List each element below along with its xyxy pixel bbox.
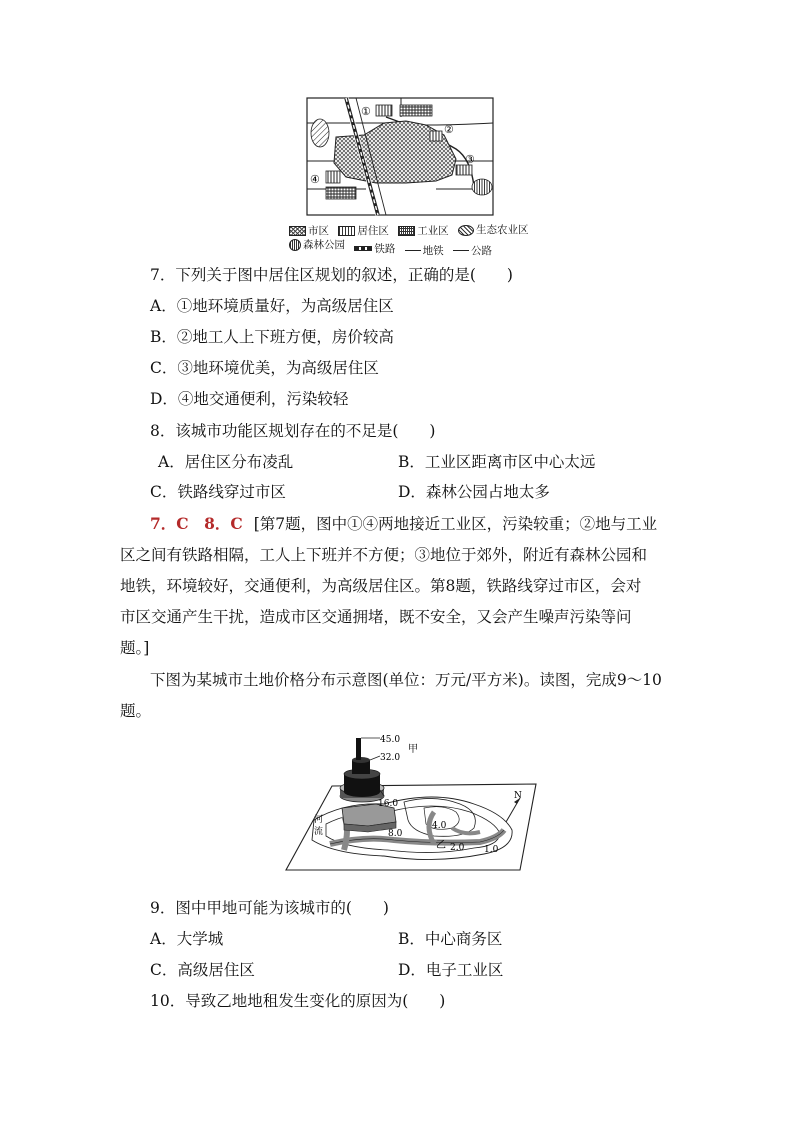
label-45: 45.0 bbox=[380, 735, 401, 745]
q7-option-a[interactable]: A．①地环境质量好，为高级居住区 bbox=[150, 297, 394, 315]
answer-line-2: 区之间有铁路相隔，工人上下班并不方便；③地位于郊外，附近有森林公园和 bbox=[120, 546, 648, 564]
residential-zone-2 bbox=[430, 131, 442, 141]
label-river-1: 河 bbox=[314, 815, 324, 825]
metro-swatch-icon bbox=[405, 250, 421, 251]
eco-agri-swatch-icon bbox=[458, 225, 474, 236]
q8-option-a[interactable]: A．居住区分布凌乱 bbox=[158, 453, 294, 471]
answer-explanation-1: [第7题，图中①④两地接近工业区，污染较重；②地与工业 bbox=[253, 515, 658, 533]
industrial-zone-1 bbox=[400, 105, 432, 116]
q10-stem: 10．导致乙地地租发生变化的原因为( ) bbox=[150, 992, 446, 1010]
city-base-plane bbox=[286, 784, 536, 870]
label-32: 32.0 bbox=[380, 753, 401, 763]
residential-zone-3 bbox=[456, 165, 472, 175]
eco-agri-zone bbox=[311, 119, 329, 147]
intro-line-1: 下图为某城市土地价格分布示意图(单位：万元/平方米)。读图，完成9～10 bbox=[150, 671, 662, 689]
industrial-zone-2 bbox=[326, 187, 356, 199]
label-north: N bbox=[514, 791, 522, 801]
intro-line-2: 题。 bbox=[120, 702, 152, 720]
q8-stem: 8．该城市功能区规划存在的不足是( ) bbox=[150, 422, 436, 440]
marker-2: ② bbox=[444, 123, 454, 136]
legend-industrial: 工业区 bbox=[398, 224, 449, 238]
land-price-diagram bbox=[284, 732, 544, 874]
forest-park-zone bbox=[472, 179, 492, 195]
answer-line-4: 市区交通产生干扰，造成市区交通拥堵，既不安全，又会产生噪声污染等问 bbox=[120, 608, 632, 626]
label-2: 2.0 bbox=[450, 843, 465, 853]
q7-option-b[interactable]: B．②地工人上下班方便，房价较高 bbox=[150, 328, 394, 346]
q8-option-d[interactable]: D．森林公园占地太多 bbox=[398, 483, 550, 501]
railway-swatch-icon bbox=[354, 246, 372, 251]
city-swatch-icon bbox=[289, 226, 306, 236]
legend-road: 公路 bbox=[453, 244, 492, 258]
answer-key: 7．C 8．C bbox=[150, 514, 243, 533]
legend-eco-agri: 生态农业区 bbox=[458, 223, 529, 237]
q7-option-d[interactable]: D．④地交通便利，污染较轻 bbox=[150, 390, 349, 408]
marker-3: ③ bbox=[465, 153, 475, 166]
q9-option-b[interactable]: B．中心商务区 bbox=[398, 930, 503, 948]
forest-park-swatch-icon bbox=[289, 239, 301, 251]
q9-option-a[interactable]: A．大学城 bbox=[150, 930, 224, 948]
label-4: 4.0 bbox=[432, 821, 447, 831]
label-river-2: 流 bbox=[314, 827, 324, 837]
residential-zone-1 bbox=[376, 105, 392, 116]
legend-residential: 居住区 bbox=[338, 224, 389, 238]
q9-option-d[interactable]: D．电子工业区 bbox=[398, 961, 504, 979]
q8-option-c[interactable]: C．铁路线穿过市区 bbox=[150, 483, 286, 501]
industrial-swatch-icon bbox=[398, 226, 415, 236]
answer-line-1 bbox=[150, 514, 657, 534]
q7-option-c[interactable]: C．③地环境优美，为高级居住区 bbox=[150, 359, 379, 377]
q7-stem: 7．下列关于图中居住区规划的叙述，正确的是( ) bbox=[150, 266, 513, 284]
figure1-legend-row2 bbox=[289, 238, 498, 258]
q9-option-c[interactable]: C．高级居住区 bbox=[150, 961, 255, 979]
legend-city: 市区 bbox=[289, 224, 329, 238]
label-1: 1.0 bbox=[484, 845, 499, 855]
label-jia: 甲 bbox=[408, 744, 418, 755]
legend-railway: 铁路 bbox=[354, 242, 395, 256]
urban-zoning-map bbox=[306, 97, 494, 217]
label-8: 8.0 bbox=[388, 829, 403, 839]
residential-swatch-icon bbox=[338, 226, 355, 236]
marker-4: ④ bbox=[310, 173, 320, 186]
label-16: 16.0 bbox=[378, 799, 399, 809]
residential-zone-4 bbox=[326, 171, 340, 183]
q8-option-b[interactable]: B．工业区距离市区中心太远 bbox=[398, 453, 596, 471]
road-swatch-icon bbox=[453, 250, 469, 251]
answer-line-5: 题。] bbox=[120, 639, 150, 657]
marker-1: ① bbox=[361, 105, 371, 118]
label-yi: 乙 bbox=[436, 840, 446, 851]
legend-metro: 地铁 bbox=[405, 244, 444, 258]
answer-line-3: 地铁，环境较好，交通便利，为高级居住区。第8题，铁路线穿过市区，会对 bbox=[120, 577, 642, 595]
legend-forest-park: 森林公园 bbox=[289, 238, 345, 252]
q9-stem: 9．图中甲地可能为该城市的( ) bbox=[150, 899, 389, 917]
